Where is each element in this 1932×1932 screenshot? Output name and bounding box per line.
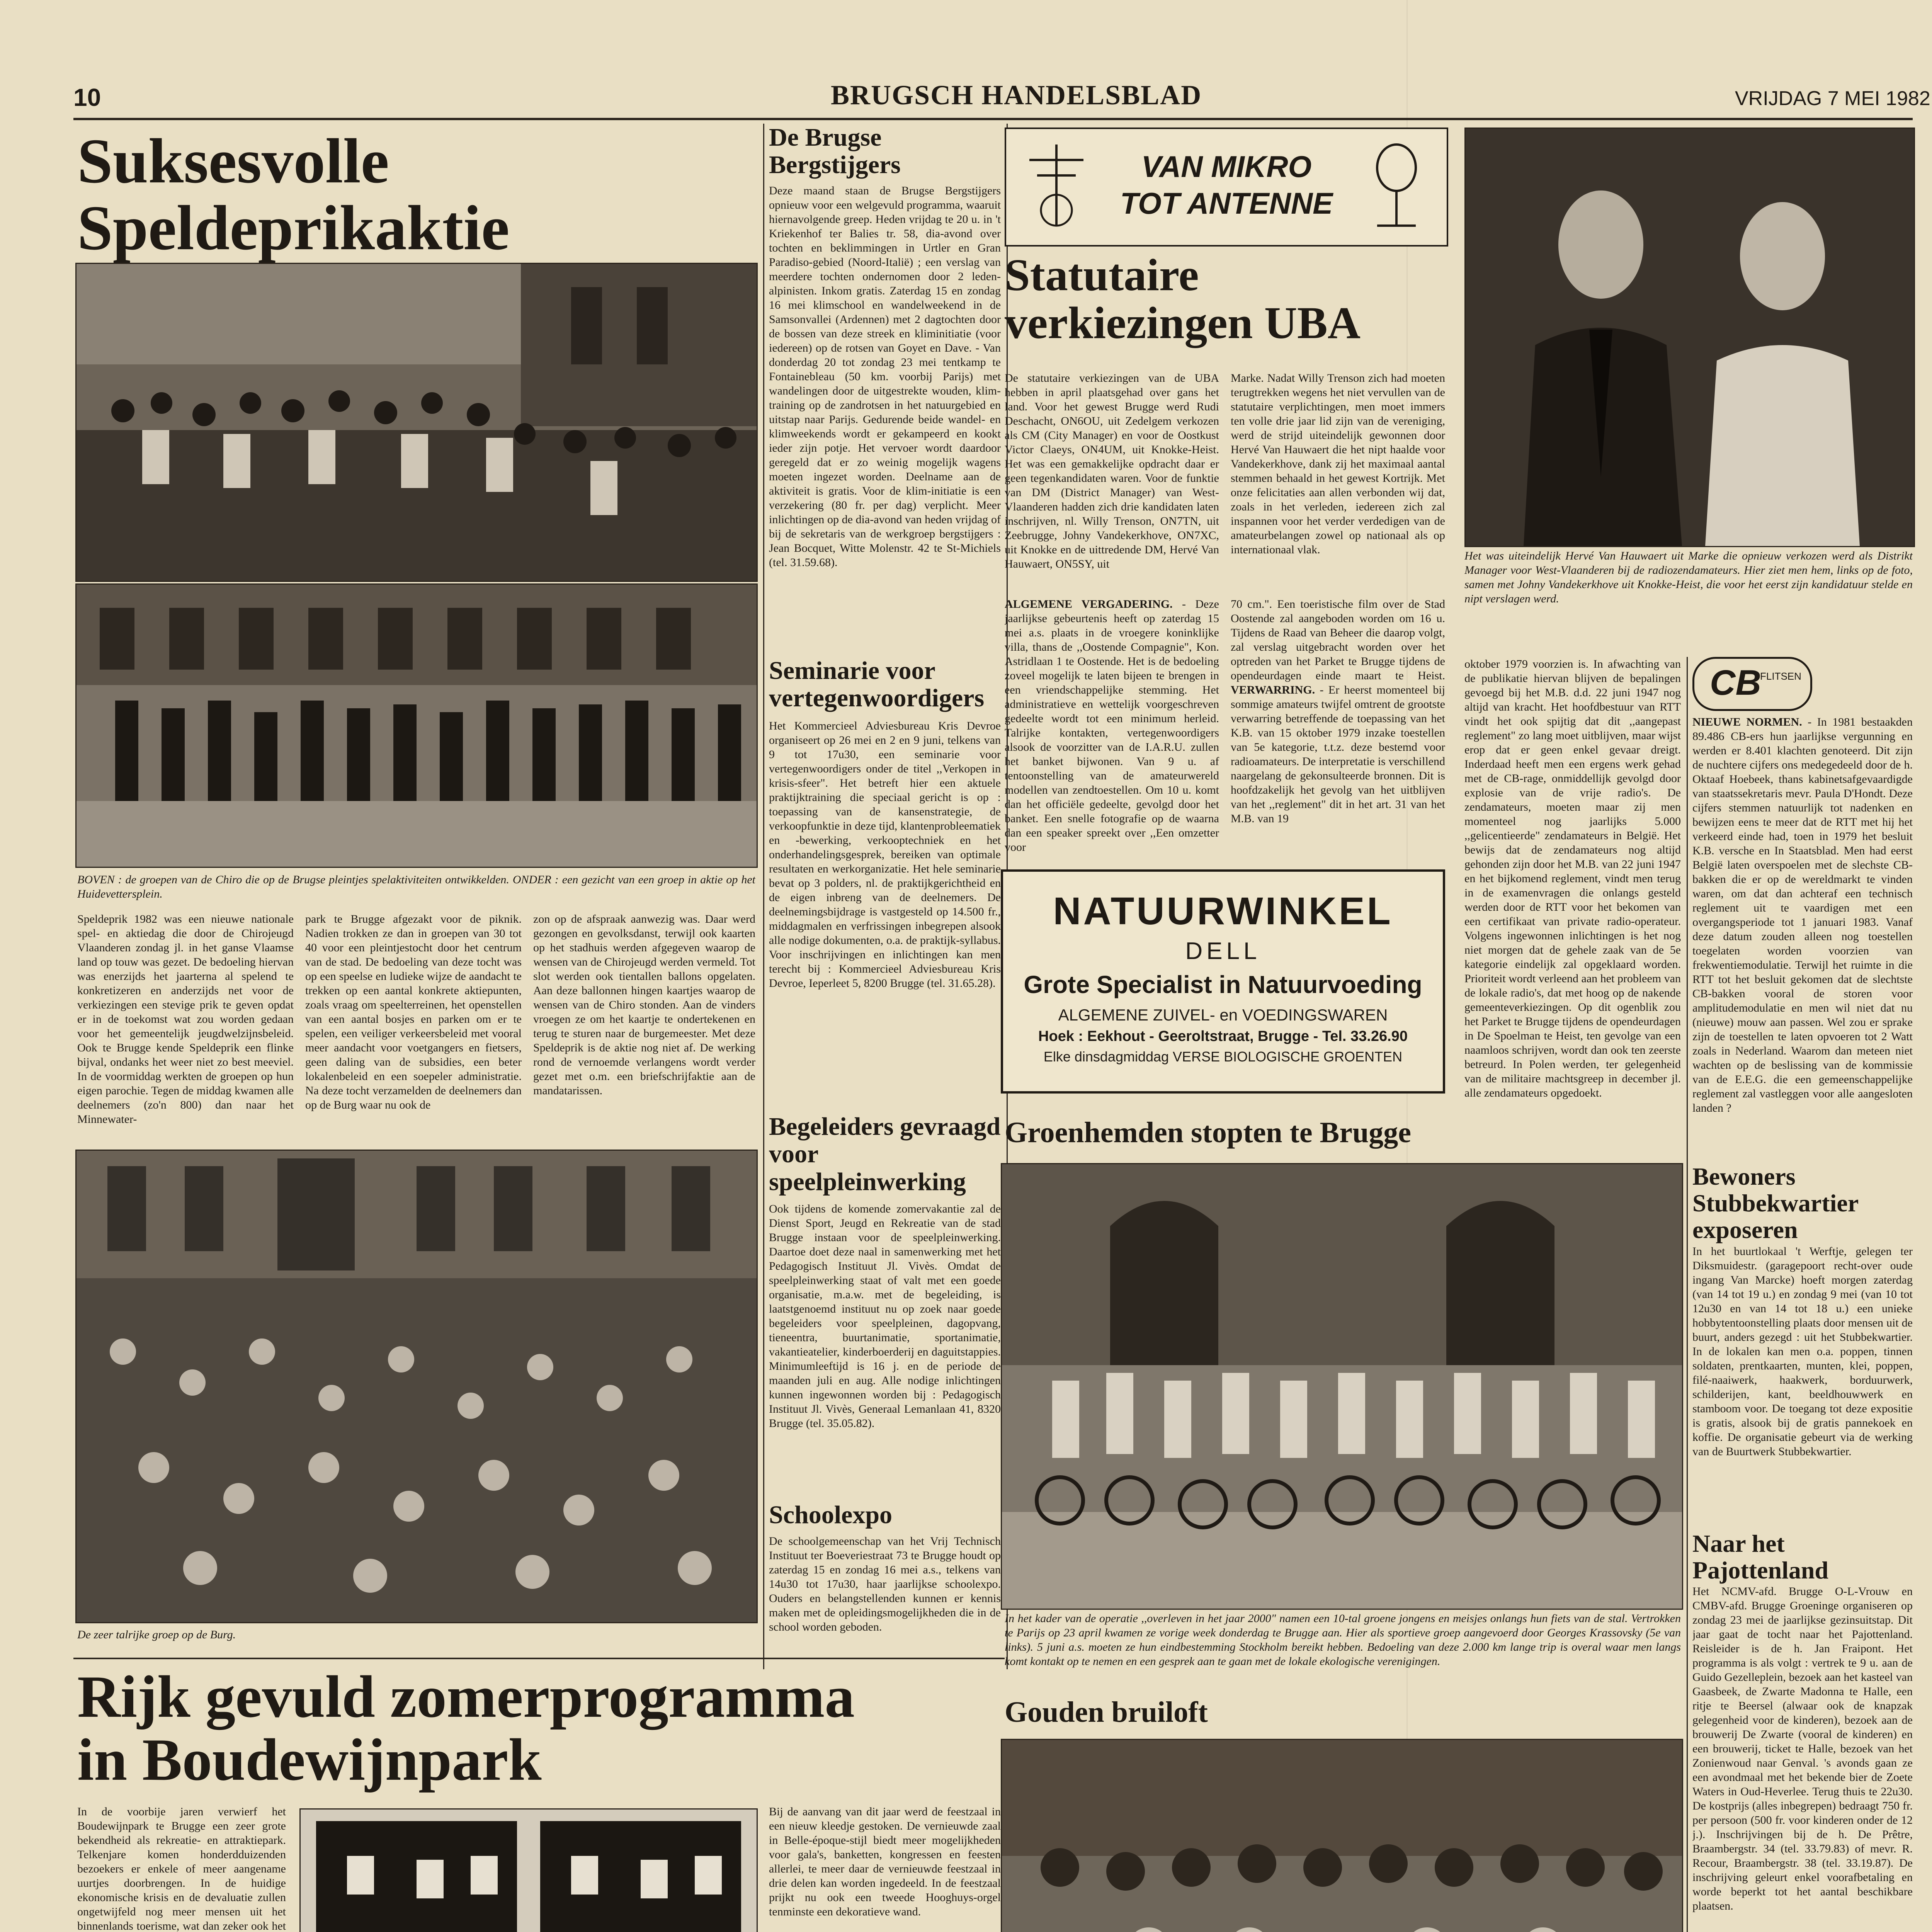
mikro-badge-line1: VAN MIKRO [1141,150,1312,184]
pajottenland-headline: Naar het Pajottenland [1692,1530,1828,1584]
schoolexpo-headline: Schoolexpo [769,1501,893,1529]
cb-col-right-wrap [1692,715,1913,1159]
ad-line6: Elke dinsdagmiddag VERSE BIOLOGISCHE GROENTEN [1043,1049,1403,1065]
section-rule [73,1658,1005,1659]
mikro-badge [1005,128,1448,247]
cb-col-left: oktober 1979 voorzien is. In afwachting van de publikatie hiervan blijven de bepalingen gevoegd bij het M.B. d.d. 22 juni 1947 nog altijd van kracht. Het hoofdbestuur van RTT vindt het ook spijtig dat dit ,,aangepast reglement" zo lang moet uitblijven, maar wijst erop dat er geen enkel gevaar dreigt. Inderdaad heeft men een ergens werk gehad met de CB-rage, onmiddellijk gevolgd door explosie van de vrije radio's. De zendamateurs, moeten maar zij men momenteel nog jaarlijks 5.000 ,,gelicentieerde" zendamateurs in België. Het bewijs dat de zendamateurs nog altijd gehonden zijn door het M.B. van 22 juni 1947 en het bijkomend reglement, vindt men terug in de examenvragen die onlangs gesteld werden door de RTT voor het bekomen van een certifikaat van private radio-operateur. Volgens ingewonnen inlichtingen is het nog niet morgen dat de gehele zaak van de 5e kategorie eindelijk zal opgeklaard worden. Prioriteit wordt verleend aan het probleem van de lokale radio's, dat met hoog op de nakende gemeenteverkiezingen. Op dit ogenblik zou het Parket te Brugge tijdens de opendeurdagen in De Spoelman te Heist, ten gevolge van een naamloos schrijven, wordt dan ook ten zeerste betreurd. In Polen werden, ter gelegenheid van de militaire machtsgreep in december jl. alle zendamateurs opgedoekt. [1464,658,1681,1099]
column-divider-3 [1687,657,1688,1932]
speldeprik-col1: Speldeprik 1982 was een nieuwe nationale spel- en aktiedag die door de Chirojeugd Vlaanderen zondag jl. in het ganse Vlaamse land op touw was gezet. De bedoeling hiervan was enerzijds het jaarterna al spelend te konkretizeren en anderzijds net voor de verkiezingen een stevige prik te geven opdat er in de toekomst wat zou worden gedaan voor het gemeentelijk jeugdwelzijnsbeleid. Ook te Brugge kende Speldeprik een flinke bijval, ondanks het weer niet zo best meeviel. In de voormiddag werkten de groepen op hun eigen parochie. Tegen de middag kwamen alle deelnemers (zo'n 800) dan naar het Minnewater- [77,913,294,1126]
uba-col3: - Deze jaarlijkse gebeurtenis heeft op zaterdag 15 mei a.s. plaats in de vroegere koninklijke villa, thans de ,,Oostende Compagnie", Kon. Astridlaan 1 te Oostende. Het is de bedoeling zoveel mogelijk te laten bijeen te brengen in een vriendschappelijke stemming. Het administratieve en wettelijk voorgeschreven gedeelte wordt tot een minimum herleid. Talrijke kontakten, vertegenwoordigers alsook de voorzitter van de I.A.R.U. zullen het banket bijwonen. Van 9 u. af tentoonstelling van de amateurwereld modellen van zendtoestellen. Om 10 u. komt dan het officiële gedeelte, gevolgd door het banket. Een snelle fotografie op de waarna dan een speaker spreekt over ,,Een omzetter voor [1005,598,1219,854]
zomer-col4: Bij de aanvang van dit jaar werd de feestzaal in een nieuw kleedje gestoken. De vernieuwde zaal in Belle-époque-stijl biedt meer mogelijkheden voor gala's, banketten, kongressen en feesten allerlei, te meer daar de vernieuwde feestzaal in drie delen kan worden ingedeeld. In de feestzaal prijkt nu ook een tweede Hooghuys-orgel tenminste een dekoratieve wand. [769,1805,1001,1918]
pajottenland-body: Het NCMV-afd. Brugge O-L-Vrouw en CMBV-afd. Brugge Groeninge organiseren op zondag 23 mei de jaarlijkse gezinsuitstap. Dit jaar gaat de tocht naar het Pajottenland. Reisleider is de h. Jan Fraipont. Het programma is als volgt : vertrek te 9 u. aan de Guido Gezelleplein, bezoek aan het kasteel van Gaasbeek, de Zwarte Madonna te Halle, een ritje te Beersel (alwaar ook de knapzak gelegenheid voor de kinderen), bezoek aan de brouwerij De Zwarte (vooral de kinderen) en een brouwerij, ticket te Halle, bezoek van het Zonienwoud naar Genval. 's avonds gaan ze een avondmaal met het bekende bier de Zoete Waters in Oud-Heverlee. Terug thuis te 22u30. De kostprijs (alles inbegrepen) bedraagt 750 fr. per persoon (500 fr. voor kinderen onder de 12 j.). Inschrijvingen bij de h. De Prêtre, Braambergstr. 34 (tel. 33.79.83) of mevr. R. Recour, Braambergstr. 38 (tel. 33.19.87). De inschrijving geleurt enkel voorafbetaling en worde beperkt tot het aantal beschikbare plaatsen. [1692,1585,1913,1912]
cb-badge-sub: FLITSEN [1760,670,1801,682]
ad-line1: NATUURWINKEL [1053,889,1393,933]
schoolexpo-body: De schoolgemeenschap van het Vrij Technisch Instituut ter Boeveriestraat 73 te Brugge houdt op zaterdag 15 en zondag 16 mei a.s., telkens van 14u30 tot 17u30, haar jaarlijkse schoolexpo. Ouders en belangstellenden kunnen er kennis maken met de opleidingsmogelijkheden die in de school worden geboden. [769,1535,1001,1633]
antenna-cartoon-icon [1014,137,1099,237]
burg-crowd-photo [75,1150,758,1623]
heirman-panels-photo [299,1808,758,1932]
paper-name: BRUGSCH HANDELSBLAD [831,80,1202,111]
bergstijgers-headline: De Brugse Bergstijgers [769,123,901,179]
herve-photo [1464,128,1915,547]
uba-sub-verwarring: VERWARRING. [1231,684,1315,696]
uba-sub-algemene: ALGEMENE VERGADERING. [1005,598,1173,611]
groenhemden-headline: Groenhemden stopten te Brugge [1005,1116,1411,1149]
groenhemden-photo [1001,1163,1683,1610]
chiro-photo-top [75,263,758,582]
seminarie-headline: Seminarie voor vertegenwoordigers [769,656,985,713]
mikro-badge-line2: TOT ANTENNE [1120,186,1333,220]
zomerprogramma-headline: Rijk gevuld zomerprogramma in Boudewijnpark [77,1663,855,1793]
gouden-bruiloft-photo [1001,1739,1683,1932]
uba-col4-wrap [1231,597,1445,875]
page-number: 10 [73,83,101,111]
issue-date: VRIJDAG 7 MEI 1982 [1735,87,1930,110]
ad-line2: DELL [1185,938,1261,964]
uba-col4: 70 cm.". Een toeristische film over de Stad Oostende zal aangeboden worden om 16 u. Tijdens de Raad van Beheer die daarop volgt, zal verslag uitgebracht worden over het optreden van het Parket te Brugge tijdens de opendeurdagen einde maart te Heist. [1231,598,1445,682]
chiro-photo-bottom [75,583,758,868]
cb-sub-normen: NIEUWE NORMEN. [1692,716,1802,728]
uba-headline: Statutaire verkiezingen UBA [1005,250,1361,348]
ad-line4: ALGEMENE ZUIVEL- en VOEDINGSWAREN [1058,1006,1388,1024]
zomer-col1: In de voorbije jaren verwierf het Boudewijnpark te Brugge een zeer grote bekendheid als rekreatie- en attraktiepark. Telkenjare komen honderdduizenden bezoekers er enkele of meer aangename uurtjes doorbrengen. In de huidige ekonomische krisis en de devaluatie zullen ongetwijfeld nog meer mensen uit het binnenlands toerisme, wat dan zeker ook het [77,1805,286,1932]
cb-badge-text: CB [1710,663,1761,702]
stubbekwartier-body: In het buurtlokaal 't Werftje, gelegen ter Diksmuidestr. (garagepoort recht-over oude ingang Van Marcke) hoeft morgen zaterdag (van 14 tot 19 u.) en zondag 9 mei (van 10 tot 12u30 en van 14 tot 18 u.) een unieke hobbytentoonstelling plaats door mensen uit de buurt, anders gezegd : uit het Stubbekwartier. In de lokalen kan men o.a. poppen, tinnen soldaten, prentkaarten, munten, klei, poppen, filé-naaiwerk, haakwerk, borduurwerk, schilderijen, kant, beeldhouwwerk en stamboom voor. De toegang tot deze expositie is gratis, alsook bij de gratis pannekoek en koffie. De organisatie gebeurt via de werking van de Buurtwerk Stubbekwartier. [1692,1245,1913,1458]
begeleiders-body: Ook tijdens de komende zomervakantie zal de Dienst Sport, Jeugd en Rekreatie van de stad Brugge instaan voor de speelpleinwerking. Daartoe doet deze naal in samenwerking met het Pedagogisch Instituut Jl. Vivès. Omdat de speelpleinwerking staat of valt met een goede organisatie, m.a.w. met de begeleiding, is laatstgenoemd instituut nu op zoek naar goede begeleiders voor speelpleinen, dagopvang, tieneentra, buurtanimatie, sportanimatie, vakantieatelier, kinderboerderij en daguitstappies. Minimumleeftijd is 16 j. en de periode de maanden juli en aug. Alle nodige inlichtingen kunnen ingewonnen worden bij : Pedagogisch Instituut Jl. Vivès, Generaal Lemanlaan 41, 8320 Brugge (tel. 35.05.82). [769,1202,1001,1430]
cb-col-right: - In 1981 bestaakden 89.486 CB-ers hun jaarlijkse vergunning en werden er 8.401 klachten genoteerd. Dit zijn de nuchtere cijfers ons medegedeeld door de h. Oktaaf Hoebeek, thans kabinetsafgevaardigde van staatssekretaris mevr. Paula D'Hondt. Deze cijfers stemmen natuurlijk tot nadenken en bewijzen eens te meer dat de RTT met hij het verkeerd einde had, toen in 1979 het besluit K.B. versche en In Staatsblad. Men had eerst België laten overspoelen met de slechste CB-bakken die er op de wereldmarkt te vinden waren, om dat dan achteraf een technisch reglement uit te vaardigen met een overgangsperiode tot 1 januari 1983. Vanaf deze datum zouden alleen nog toestellen toegelaten worden voorzien van frekwentiemodulatie. Terwijl het ruimte in die RTT tot het besluit gekomen dat de slechtste CB-bakken vooral de storen voor amplitudemodulatie en men wil niet dat nu (nieuwe) mouw aan passen. Wel zou er sprake zijn de toestellen te laten opvoeren tot 2 Watt zoals in Nederland. Waarom dan meteen niet wachten op de beslissing van de kommissie van de E.E.G. die een gemeenschappelijke reglement zal vastleggen voor alle aangesloten landen ? [1692,716,1913,1114]
begeleiders-headline: Begeleiders gevraagd voor speelpleinwerking [769,1112,1001,1196]
herve-caption: Het was uiteindelijk Hervé Van Hauwaert uit Marke die opnieuw verkozen werd als Distrikt Manager voor West-Vlaanderen bij de radiozendamateurs. Hier ziet men hem, links op de foto, samen met Johny Vandekerkhove uit Knokke-Heist, die voor het eerst zijn kandidatuur stelde en nipt verslagen werd. [1464,549,1913,605]
uba-col4b: - Er heerst momenteel bij sommige amateurs twijfel omtrent de grootste verwarring betreffende de toepassing van het K.B. van 15 oktober 1979 inzake toestellen van 5e kategorie, t.t.z. deze bestemd voor radioamateurs. De interpretatie is verschillend naargelang de gekonsulteerde bronnen. Dit is hoofdzakelijk het gevolg van het uitblijven van het ,,reglement" dit in het art. 31 van het M.B. van 19 [1231,684,1445,825]
chiro-caption: BOVEN : de groepen van de Chiro die op de Brugse pleintjes spelaktiviteiten ontwikkelden. ONDER : een gezicht van een groep in aktie op het Huidevettersplein. [77,873,755,900]
masthead-rule [73,118,1913,120]
cb-badge [1692,657,1812,711]
microphone-cartoon-icon [1354,137,1439,237]
groenhemden-caption: In het kader van de operatie ,,overleven in het jaar 2000" namen een 10-tal groene jongens en meisjes onlangs hun fiets van de stal. Vertrokken te Parijs op 23 april kwamen ze vorige week donderdag te Brugge aan. Hier als sportieve groep aangevoerd door Georges Krassovsky (5e van links). 5 juni a.s. moeten ze hun eindbestemming Stockholm bereikt hebben. Bedoeling van deze 2.000 km lange trip is overal waar men langs komt kontakt op te nemen en een gesprek aan te gaan met de lokale ekologische verenigingen. [1005,1612,1681,1668]
speldeprik-col3: zon op de afspraak aanwezig was. Daar werd gezongen en gevolksdanst, terwijl ook kaarten op het stadhuis werden afgegeven waarop de wensen van de Chirojeugd werden vermeld. Tot slot werden ook tientallen ballons opgelaten. Aan deze ballonnen hingen kaartjes waarop de wensen van de Chiro stonden. Aan de vinders vroegen ze om het kaartje te ondertekenen en terug te sturen naar de burgemeester. Met deze Speldeprik is de aktie nog niet af. De werking rond de vernoemde verlangens wordt verder gezet met o.m. een briefschrijfaktie aan de mandatarissen. [533,913,755,1097]
burg-caption: De zeer talrijke groep op de Burg. [77,1628,236,1641]
bergstijgers-body: Deze maand staan de Brugse Bergstijgers opnieuw voor een welgevuld programma, waaruit hiernavolgende greep. Heden vrijdag te 20 u. in 't Kriekenhof ter Balies tr. 58, dia-avond over tochten en beklimmingen in Urtler en Gran Paradiso-gebied (Noord-Italië) ; een verslag van meerdere tochten ondernomen door 2 leden-alpinisten. Inkom gratis. Zaterdag 15 en zondag 16 mei klimschool en wandelweekend in de Samsonvallei (Ardennen) met 2 dagtochten door de bossen van deze streek en kliminitiatie (voor iedereen) op de rotsen van Goyet en Dave. - Van donderdag 20 tot zondag 23 mei tentkamp te Fontainebleau (50 km. voorbij Parijs) met wandelingen door de uitgestrekte wouden, klim-training op de zandrotsen in het natuurgebied en uitstap naar Parijs. Gedurende beide wandel- en klimweekends wordt er gekampeerd en kookt ieder zijn potje. Het vervoer wordt daardoor geregeld dat er zo weinig mogelijk wagens moeten ingezet worden. Deelname aan de aktiviteit is gratis. Voor de klim-initiatie is een verzekering (80 fr. per dag) verplicht. Meer inlichtingen op de dia-avond van heden vrijdag of bij de sekretaris van de werkgroep bergstijgers : Jean Bocquet, Witte Molenstr. 42 te St-Michiels (tel. 31.59.68). [769,184,1001,569]
seminarie-body: Het Kommercieel Adviesbureau Kris Devroe organiseert op 26 mei en 2 en 9 juni, telkens van 9 tot 17u30, een seminarie voor vertegenwoordigers onder de titel ,,Verkopen in krisis-sfeer". Het betreft hier een aktuele praktijktraining die speciaal gericht is op : toepassing van de kansenstrategie, de verkoopfunktie in deze tijd, klantenprobleematiek en -bewerking, verkooptechniek en het onderhandelingsgesprek, bereiken van optimale resultaten en werkorganizatie. Het hele seminarie bevat op 3 polders, nl. de praktijkgerichtheid en de eigen inbreng van de deelnemers. De deelnemingsbijdrage is vastgesteld op 14.500 fr., middagmalen en verfrissingen inbegrepen alsook alle nodige dokumenten, o.a. de praktijk-syllabus. Voor inschrijvingen en inlichtingen kan men terecht bij : Kommercieel Adviesbureau Kris Devroe, Ieperleet 5, 8200 Brugge (tel. 31.65.28). [769,719,1001,990]
column-divider-1 [763,124,764,1669]
uba-col1: De statutaire verkiezingen van de UBA hebben in april plaatsgehad over gans het land. Voor het gewest Brugge werd Rudi Deschacht, ON6OU, uit Zedelgem verkozen als CM (City Manager) en voor de Oostkust Victor Claeys, ON4UM, uit Knokke-Heist. Het was een gemakkelijke opdracht daar er geen tegenkandidaten waren. Voor de funktie van DM (District Manager) van West-Vlaanderen hadden zich drie kandidaten laten inschrijven, nl. Willy Trenson, ON7TN, uit Zeebrugge, Johny Vandekerkhove, ON7XC, uit Knokke en de uittredende DM, Hervé Van Hauwaert, ON5SY, uit [1005,372,1219,570]
ad-line5: Hoek : Eekhout - Geeroltstraat, Brugge - Tel. 33.26.90 [1038,1028,1408,1044]
natuurwinkel-ad [1001,869,1445,1094]
gouden-bruiloft-headline: Gouden bruiloft [1005,1696,1208,1728]
uba-col2: Marke. Nadat Willy Trenson zich had moeten terugtrekken wegens het niet vervullen van de statutaire verplichtingen, men moet immers ten volle drie jaar lid zijn van de vereniging, werd de strijd uiteindelijk gewonnen door Hervé Van Hauwaert die het nipt haalde voor Vandekerkhove, dank zij het maximaal aantal stemmen behaald in het gewest Kortrijk. Met onze felicitaties aan allen verbonden wij dat, zoals in het verleden, iedereen zich zal inspannen voor het verder verdedigen van de amateurbelangen zowel op nationaal als op internationaal vlak. [1231,372,1445,556]
uba-col3-wrap [1005,597,1219,875]
ad-line3: Grote Specialist in Natuurvoeding [1024,971,1422,998]
speldeprik-col2: park te Brugge afgezakt voor de piknik. Nadien trokken ze dan in groepen van 30 tot 40 voor een pleintjestocht door het centrum van de stad. De bedoeling van deze tocht was op een speelse en ludieke wijze de aandacht te trekken op een aantal konkrete aktiepunten, zoals vraag om speelterreinen, het openstellen van een aantal bosjes en parken om er te spelen, een veiliger verkeersbeleid met vooral meer aandacht voor voetgangers en fietsers, geen daling van de subsidies, een beter lokalenbeleid en een soepeler administratie. Na deze tocht verzamelden de deelnemers dan op de Burg waar nu ook de [305,913,522,1111]
stubbekwartier-headline: Bewoners Stubbekwartier exposeren [1692,1163,1859,1244]
speldeprik-headline: Suksesvolle Speldeprikaktie [77,126,510,264]
